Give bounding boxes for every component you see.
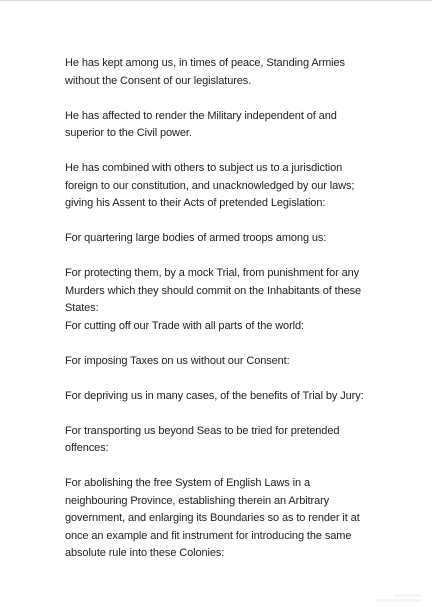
paragraph-standing-armies: He has kept among us, in times of peace, Standing Armies without the Consent of our legislatures.	[65, 57, 345, 87]
watermark-mark	[376, 594, 422, 604]
paragraph-gap	[65, 248, 365, 266]
paragraph-imposing-taxes: For imposing Taxes on us without our Consent:	[65, 354, 290, 367]
paragraph-jurisdiction: He has combined with others to subject us to a jurisdiction foreign to our constitution, and unacknowledged by our laws; giving his Assent to their Acts of pretended Legislation:	[65, 162, 355, 209]
paragraph-mock-trial: For protecting them, by a mock Trial, from punishment for any Murders which they should commit on the Inhabitants of these States:	[65, 267, 362, 314]
paragraph-quartering-troops: For quartering large bodies of armed troops among us:	[65, 232, 327, 244]
document-page	[65, 55, 365, 563]
paragraph-cutting-trade: For cutting off our Trade with all parts of the world:	[65, 319, 304, 332]
paragraph-transporting-beyond-seas: For transporting us beyond Seas to be tried for pretended offences:	[65, 424, 340, 454]
watermark-line	[376, 599, 422, 602]
paragraph-gap	[65, 213, 365, 231]
paragraph-gap	[65, 458, 365, 476]
paragraph-gap	[65, 405, 365, 423]
paragraph-gap	[65, 335, 365, 353]
paragraph-military-independent: He has affected to render the Military independent of and superior to the Civil power.	[65, 109, 337, 139]
watermark-line	[394, 594, 422, 597]
paragraph-gap	[65, 370, 365, 388]
top-border	[0, 0, 432, 1]
paragraph-gap	[65, 143, 365, 161]
paragraph-abolishing-english-laws: For abolishing the free System of English Laws in a neighbouring Province, establishing therein an Arbitrary government, and enlarging its Boundaries so as to render it at once an example and fit instrument for introducing the same absolute rule into these Colonies:	[65, 477, 360, 559]
paragraph-gap	[65, 90, 365, 108]
paragraph-trial-by-jury: For depriving us in many cases, of the benefits of Trial by Jury:	[65, 389, 364, 402]
